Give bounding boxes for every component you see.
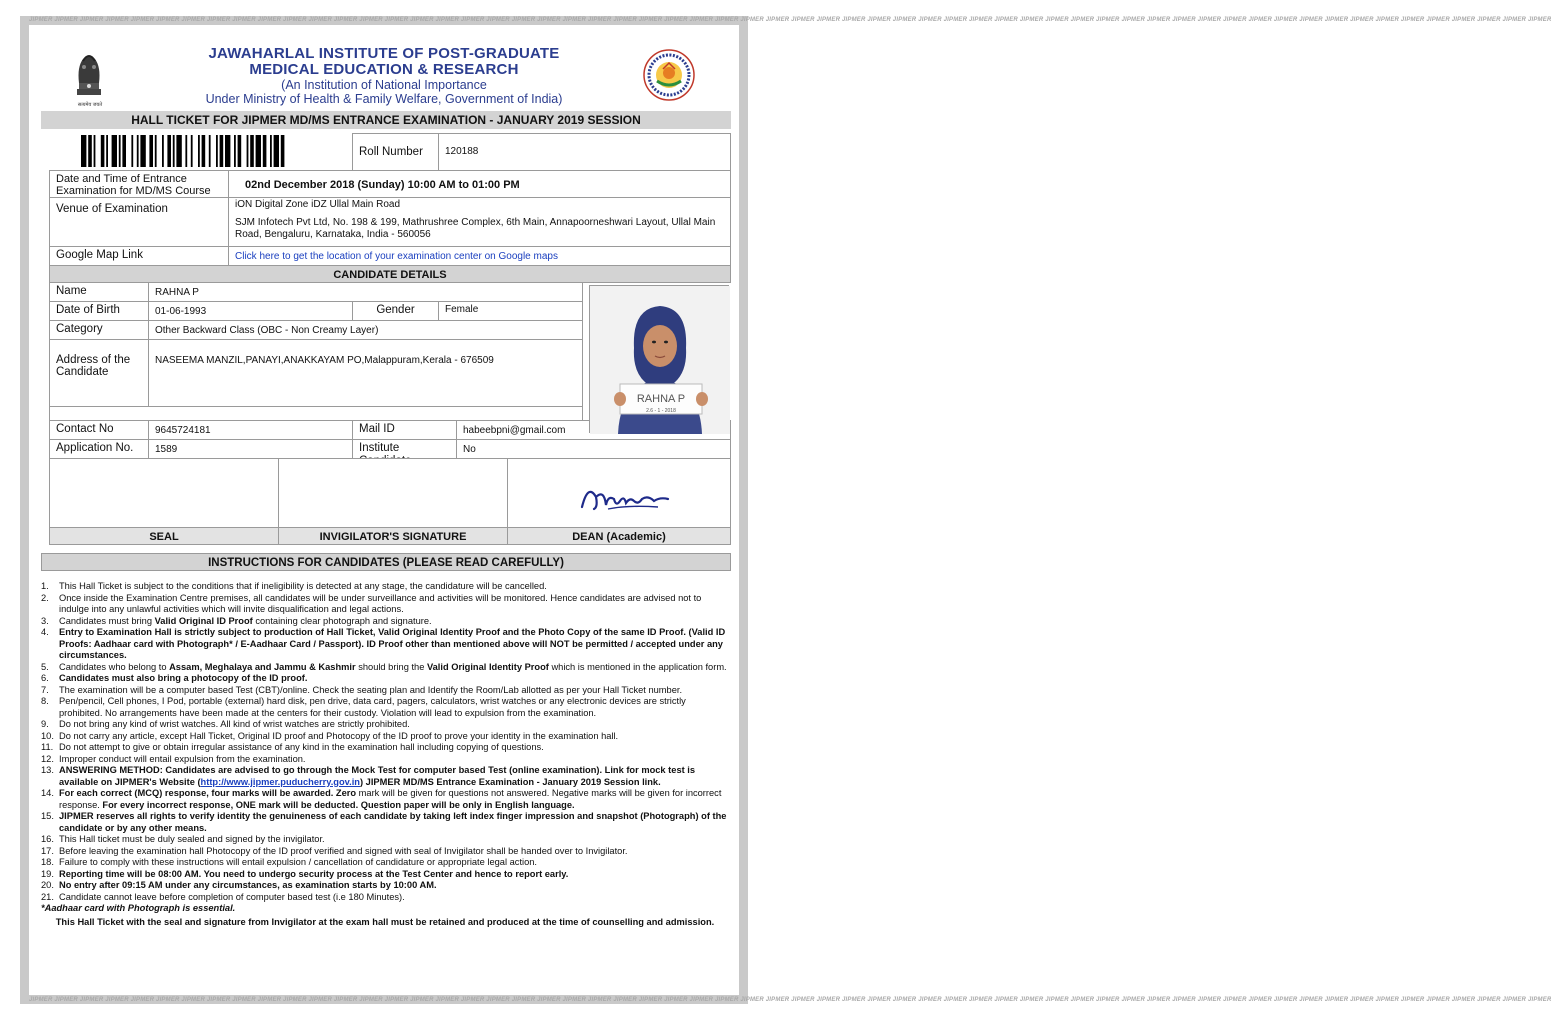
application-value: 1589	[148, 439, 353, 459]
instruction-item: 3. Candidates must bring Valid Original ID Proof containing clear photograph and signature.	[41, 615, 432, 626]
name-value: RAHNA P	[148, 282, 583, 302]
barcode-bar	[88, 135, 92, 167]
instruction-item: 21. Candidate cannot leave before completion of computer based test (i.e 180 Minutes).	[41, 891, 405, 902]
seal-caption: SEAL	[49, 527, 279, 545]
candidate-details-heading: CANDIDATE DETAILS	[49, 265, 731, 283]
instruction-item: 14. For each correct (MCQ) response, four marks will be awarded. Zero mark will be given for questions not answered. Negative marks will be given for incorrect response. For every incorrect response, ONE mark will be deducted. Question paper will be only in English language.	[41, 788, 722, 810]
barcode-bar	[250, 135, 254, 167]
instructions-heading: INSTRUCTIONS FOR CANDIDATES (PLEASE READ CAREFULLY)	[41, 553, 731, 571]
instruction-item: 17. Before leaving the examination hall Photocopy of the ID proof verified and signed with seal of Invigilator shall be handed over to Invigilator.	[41, 845, 628, 856]
barcode-bar	[137, 135, 139, 167]
instruction-item: 8. Pen/pencil, Cell phones, I Pod, portable (external) hard disk, pen drive, data card, pagers, calculators, wrist watches or any electronic devices are strictly prohibited. No arrangements have been made at the centers for their custody. Violation will lead to expulsion from the examination.	[41, 696, 686, 718]
barcode-bar	[155, 135, 157, 167]
instruction-item: 19. Reporting time will be 08:00 AM. You need to undergo security process at the Test Center and hence to report early.	[41, 868, 569, 879]
barcode-bar	[198, 135, 200, 167]
category-label: Category	[49, 320, 149, 340]
gender-label: Gender	[352, 301, 439, 321]
instruction-item: 12. Improper conduct will entail expulsion from the examination.	[41, 753, 306, 764]
candidate-photo	[589, 285, 729, 433]
dean-caption: DEAN (Academic)	[507, 527, 731, 545]
barcode-bar	[263, 135, 267, 167]
dob-label: Date of Birth	[49, 301, 149, 321]
mail-label: Mail ID	[352, 420, 457, 440]
invigilator-signature-box	[278, 458, 508, 528]
instruction-item: 13. ANSWERING METHOD: Candidates are advised to go through the Mock Test for computer based Test (online examination). Link for mock test is available on JIPMER's Website (http://www.jipmer.puducherry.gov.in) JIPMER MD/MS Entrance Examination - January 2019 Session link.	[41, 765, 696, 787]
instruction-item: 7. The examination will be a computer based Test (CBT)/online. Check the seating plan and Identify the Room/Lab allotted as per your Hall Ticket number.	[41, 684, 683, 695]
barcode-bar	[202, 135, 206, 167]
barcode-bar	[209, 135, 211, 167]
hall-ticket-frame	[20, 16, 1551, 1004]
exam-datetime-value: 02nd December 2018 (Sunday) 10:00 AM to 01:00 PM	[228, 170, 731, 198]
barcode-bar	[131, 135, 133, 167]
barcode-bar	[81, 135, 86, 167]
barcode-bar	[274, 135, 279, 167]
venue-label: Venue of Examination	[49, 197, 229, 247]
barcode-bar	[247, 135, 249, 167]
venue-line2: SJM Infotech Pvt Ltd, No. 198 & 199, Mathrushree Complex, 6th Main, Annapoorneshwari Layout, Ullal Main Road, Bengaluru, Karnataka, India - 560056	[235, 217, 716, 240]
invigilator-caption: INVIGILATOR'S SIGNATURE	[278, 527, 508, 545]
institute-candidate-value: No	[456, 439, 731, 459]
barcode-bar	[176, 135, 181, 167]
instruction-item: 15. JIPMER reserves all rights to verify identity the genuineness of each candidate by taking left index finger impression and snapshot (Photograph) of the candidate or by any other means.	[41, 811, 727, 833]
instruction-item: 10. Do not carry any article, except Hall Ticket, Original ID proof and Photocopy of the ID proof to prove your identity in the examination hall.	[41, 730, 619, 741]
barcode-bar	[281, 135, 285, 167]
instruction-item: 16. This Hall ticket must be duly sealed and signed by the invigilator.	[41, 834, 325, 844]
instruction-item: 1. This Hall Ticket is subject to the conditions that if ineligibility is detected at any stage, the candidature will be cancelled.	[41, 581, 547, 591]
name-label: Name	[49, 282, 149, 302]
barcode-bar	[270, 135, 272, 167]
dean-signature-box	[507, 458, 731, 528]
aadhaar-note: *Aadhaar card with Photograph is essential.	[41, 903, 236, 913]
barcode-bar	[112, 135, 117, 167]
instruction-item: 4. Entry to Examination Hall is strictly subject to production of Hall Ticket, Valid Original Identity Proof and the Photo Copy of the same ID Proof. (Valid ID Proofs: Aadhaar card with Photograph* / E-Aadhaar Card / Passport). ID Proof other than mentioned above will NOT be permitted / accepted under any circumstances.	[41, 627, 726, 660]
candidate-photo-image	[590, 286, 730, 434]
instruction-item: 11. Do not attempt to give or obtain irregular assistance of any kind in the examination hall including copying of questions.	[41, 742, 544, 752]
barcode-bar	[191, 135, 193, 167]
address-label: Address of the Candidate	[49, 339, 149, 407]
instruction-item: 9. Do not bring any kind of wrist watches. All kind of wrist watches are strictly prohibited.	[41, 719, 410, 729]
institute-name-line1: JAWAHARLAL INSTITUTE OF POST-GRADUATE	[208, 45, 560, 62]
barcode-bar	[140, 135, 145, 167]
ashoka-emblem-icon	[69, 47, 109, 99]
contact-value: 9645724181	[148, 420, 353, 440]
dob-value: 01-06-1993	[148, 301, 353, 321]
barcode-bar	[238, 135, 242, 167]
gender-value: Female	[438, 301, 583, 321]
closing-statement: This Hall Ticket with the seal and signature from Invigilator at the exam hall must be retained and produced at the time of counselling and admission.	[55, 916, 715, 927]
barcode-bar	[225, 135, 230, 167]
barcode-bar	[122, 135, 126, 167]
address-value: NASEEMA MANZIL,PANAYI,ANAKKAYAM PO,Malappuram,Kerala - 676509	[148, 339, 583, 407]
barcode-bar	[220, 135, 224, 167]
map-link[interactable]: Click here to get the location of your examination center on Google maps	[228, 246, 731, 266]
barcode-bar	[216, 135, 218, 167]
institute-name-line2: MEDICAL EDUCATION & RESEARCH	[249, 61, 519, 78]
barcode-bar	[256, 135, 261, 167]
barcode-bar	[94, 135, 96, 167]
spacer-row	[49, 406, 583, 421]
ticket-title: HALL TICKET FOR JIPMER MD/MS ENTRANCE EXAMINATION - JANUARY 2019 SESSION	[41, 111, 731, 129]
exam-datetime-label: Date and Time of Entrance Examination for MD/MS Course	[49, 170, 229, 198]
application-label: Application No.	[49, 439, 149, 459]
barcode-bar	[162, 135, 164, 167]
roll-number-label: Roll Number	[352, 133, 439, 171]
jipmer-logo-icon	[643, 49, 695, 101]
instruction-item: 2. Once inside the Examination Centre premises, all candidates will be under surveillance and activities will be monitored. Hence candidates are advised not to indulge into any unlawful activities which will invite disqualification and legal actions.	[41, 592, 702, 614]
barcode-bar	[149, 135, 153, 167]
photo-board-date: 2.6 - 1 - 2018	[646, 408, 676, 414]
instruction-item: 18. Failure to comply with these instructions will entail expulsion / cancellation of candidature or appropriate legal action.	[41, 857, 538, 867]
venue-line1: iON Digital Zone iDZ Ullal Main Road	[235, 199, 401, 210]
barcode-bar	[167, 135, 171, 167]
barcode-bar	[185, 135, 187, 167]
emblem-caption: सत्यमेव जयते	[77, 102, 103, 108]
category-value: Other Backward Class (OBC - Non Creamy Layer)	[148, 320, 583, 340]
barcode-bar	[119, 135, 121, 167]
instruction-item: 20. No entry after 09:15 AM under any circumstances, as examination starts by 10:00 AM.	[41, 880, 437, 890]
watermark-top: JIPMER JIPMER JIPMER JIPMER JIPMER JIPMER JIPMER JIPMER JIPMER JIPMER JIPMER JIPMER JIPMER JIPMER JIPMER JIPMER JIPMER JIPMER JIPMER JIPMER JIPMER JIPMER JIPMER JIPMER JIPMER JIPMER JIPMER JIPMER JIPMER JIPMER JIPMER JIPMER JIPMER JIPMER JIPMER JIPMER JIPMER JIPMER JIPMER JIPMER JIPMER JIPMER JIPMER JIPMER JIPMER JIPMER JIPMER JIPMER JIPMER JIPMER JIPMER JIPMER JIPMER JIPMER JIPMER JIPMER JIPMER JIPMER JIPMER JIPMER	[29, 17, 1551, 23]
watermark-bottom: JIPMER JIPMER JIPMER JIPMER JIPMER JIPMER JIPMER JIPMER JIPMER JIPMER JIPMER JIPMER JIPMER JIPMER JIPMER JIPMER JIPMER JIPMER JIPMER JIPMER JIPMER JIPMER JIPMER JIPMER JIPMER JIPMER JIPMER JIPMER JIPMER JIPMER JIPMER JIPMER JIPMER JIPMER JIPMER JIPMER JIPMER JIPMER JIPMER JIPMER JIPMER JIPMER JIPMER JIPMER JIPMER JIPMER JIPMER JIPMER JIPMER JIPMER JIPMER JIPMER JIPMER JIPMER JIPMER JIPMER JIPMER JIPMER JIPMER JIPMER	[29, 997, 1551, 1003]
barcode-bar	[234, 135, 236, 167]
venue-value	[228, 197, 731, 247]
institute-candidate-label: Institute	[352, 439, 457, 459]
barcode	[79, 135, 349, 167]
barcode-bar	[173, 135, 175, 167]
seal-box	[49, 458, 279, 528]
instruction-item: 5. Candidates who belong to Assam, Meghalaya and Jammu & Kashmir should bring the Valid Original Identity Proof which is mentioned in the application form.	[41, 661, 727, 672]
barcode-bar	[101, 135, 105, 167]
contact-label: Contact No	[49, 420, 149, 440]
instruction-item: 6. Candidates must also bring a photocopy of the ID proof.	[41, 673, 308, 683]
institute-subtitle: (An Institution of National Importance	[281, 78, 487, 92]
ministry-line: Under Ministry of Health & Family Welfare, Government of India)	[205, 92, 563, 106]
barcode-bar	[106, 135, 108, 167]
roll-number-value: 120188	[438, 133, 731, 171]
map-link-label: Google Map Link	[49, 246, 229, 266]
instructions-list	[41, 581, 729, 928]
dean-signature-icon	[578, 477, 678, 517]
photo-board-name: RAHNA P	[636, 393, 686, 405]
mail-value: habeebpni@gmail.com	[456, 420, 731, 440]
